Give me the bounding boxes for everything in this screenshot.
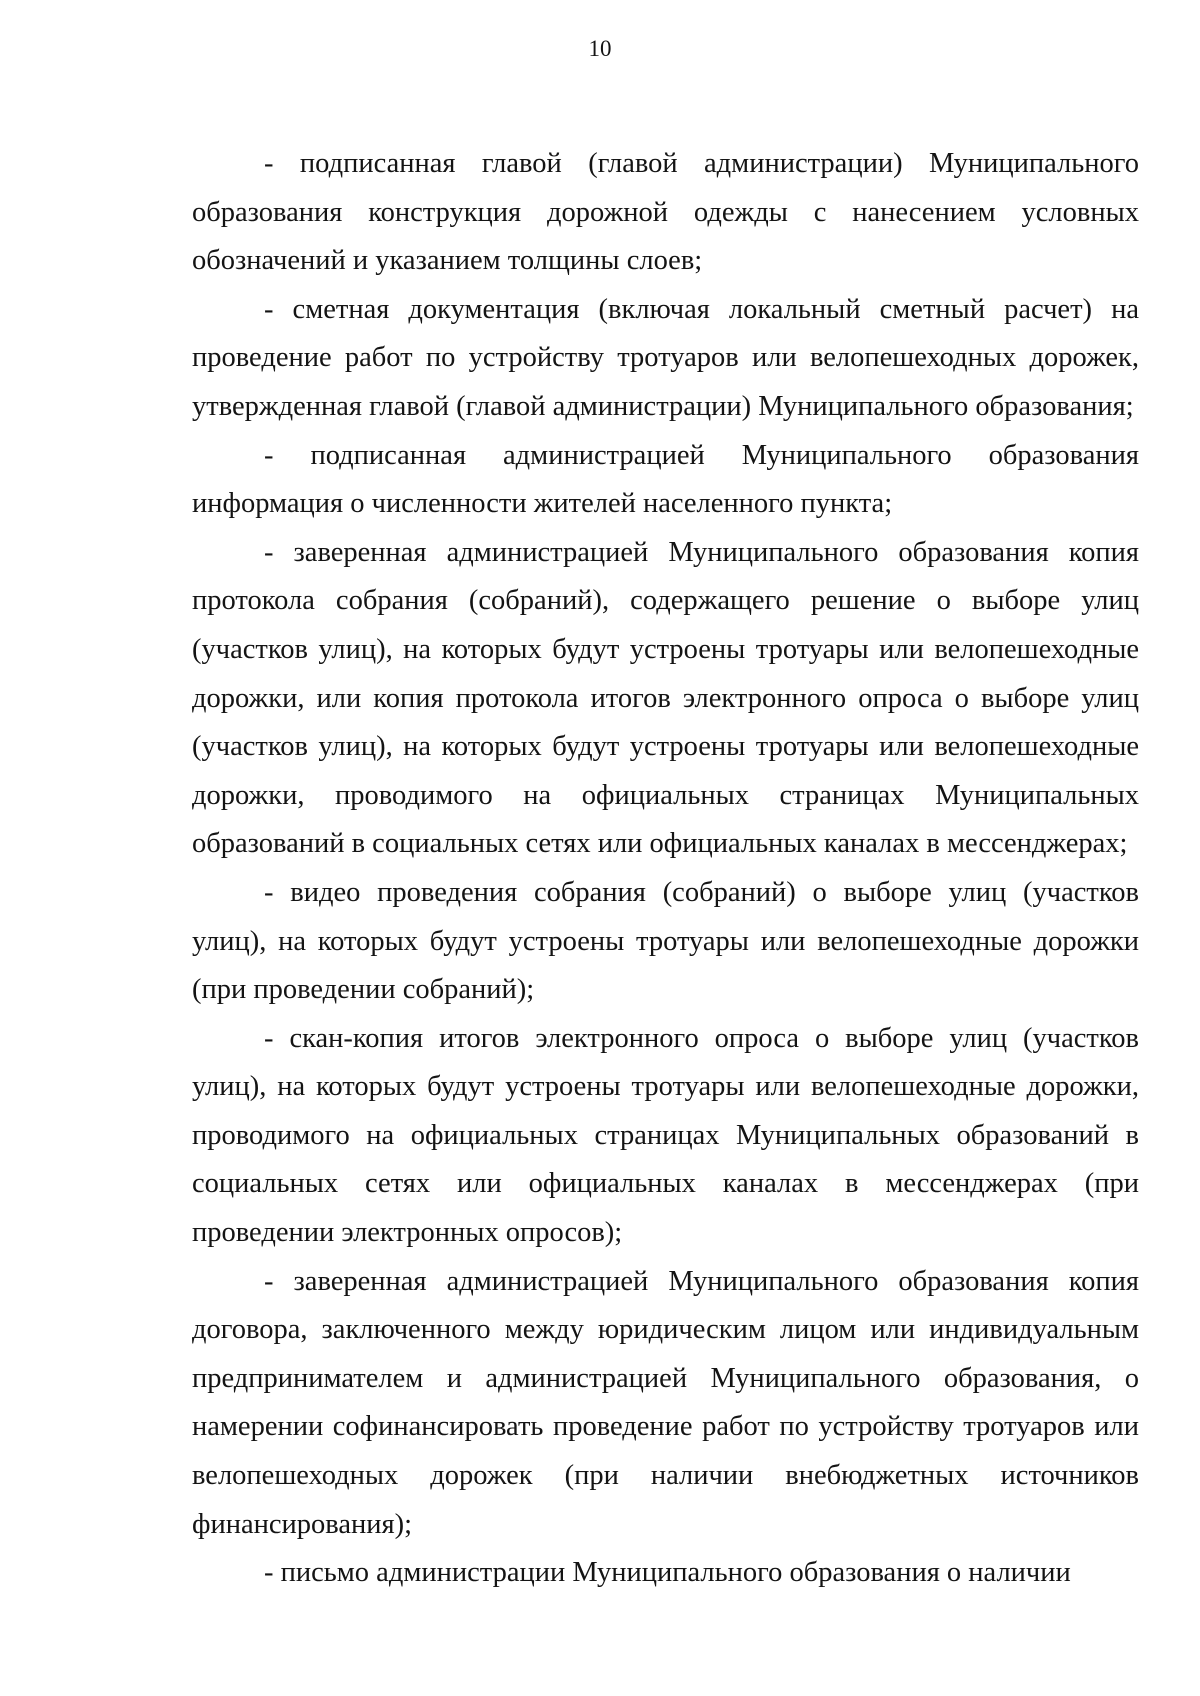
page-number: 10	[588, 36, 612, 61]
list-item: - скан-копия итогов электронного опроса о выборе улиц (участков улиц), на которых будут устроены тротуары или велопешеходные дорожки, проводимого на официальных страницах Муниципальных образований в социальных сетях или официальных каналах в мессенджерах (при проведении электронных опросов);	[192, 1022, 1139, 1249]
list-item: - видео проведения собрания (собраний) о выборе улиц (участков улиц), на которых будут устроены тротуары или велопешеходные дорожки (при проведении собраний);	[192, 876, 1139, 1006]
list-item: - подписанная администрацией Муниципального образования информация о численности жителей населенного пункта;	[192, 439, 1139, 520]
document-body	[192, 140, 1139, 1598]
list-item: - письмо администрации Муниципального образования о наличии	[264, 1557, 1071, 1589]
list-item: - заверенная администрацией Муниципального образования копия договора, заключенного между юридическим лицом или индивидуальным предпринимателем и администрацией Муниципального образования, о намерении софинансировать проведение работ по устройству тротуаров или велопешеходных дорожек (при наличии внебюджетных источников финансирования);	[192, 1265, 1139, 1540]
list-item: - подписанная главой (главой администрации) Муниципального образования конструкция дорожной одежды с нанесением условных обозначений и указанием толщины слоев;	[192, 148, 1139, 277]
list-item: - заверенная администрацией Муниципального образования копия протокола собрания (собраний), содержащего решение о выборе улиц (участков улиц), на которых будут устроены тротуары или велопешеходные дорожки, или копия протокола итогов электронного опроса о выборе улиц (участков улиц), на которых будут устроены тротуары или велопешеходные дорожки, проводимого на официальных страницах Муниципальных образований в социальных сетях или официальных каналах в мессенджерах;	[192, 536, 1139, 860]
list-item: - сметная документация (включая локальный сметный расчет) на проведение работ по устройству тротуаров или велопешеходных дорожек, утвержденная главой (главой администрации) Муниципального образования;	[192, 293, 1139, 422]
